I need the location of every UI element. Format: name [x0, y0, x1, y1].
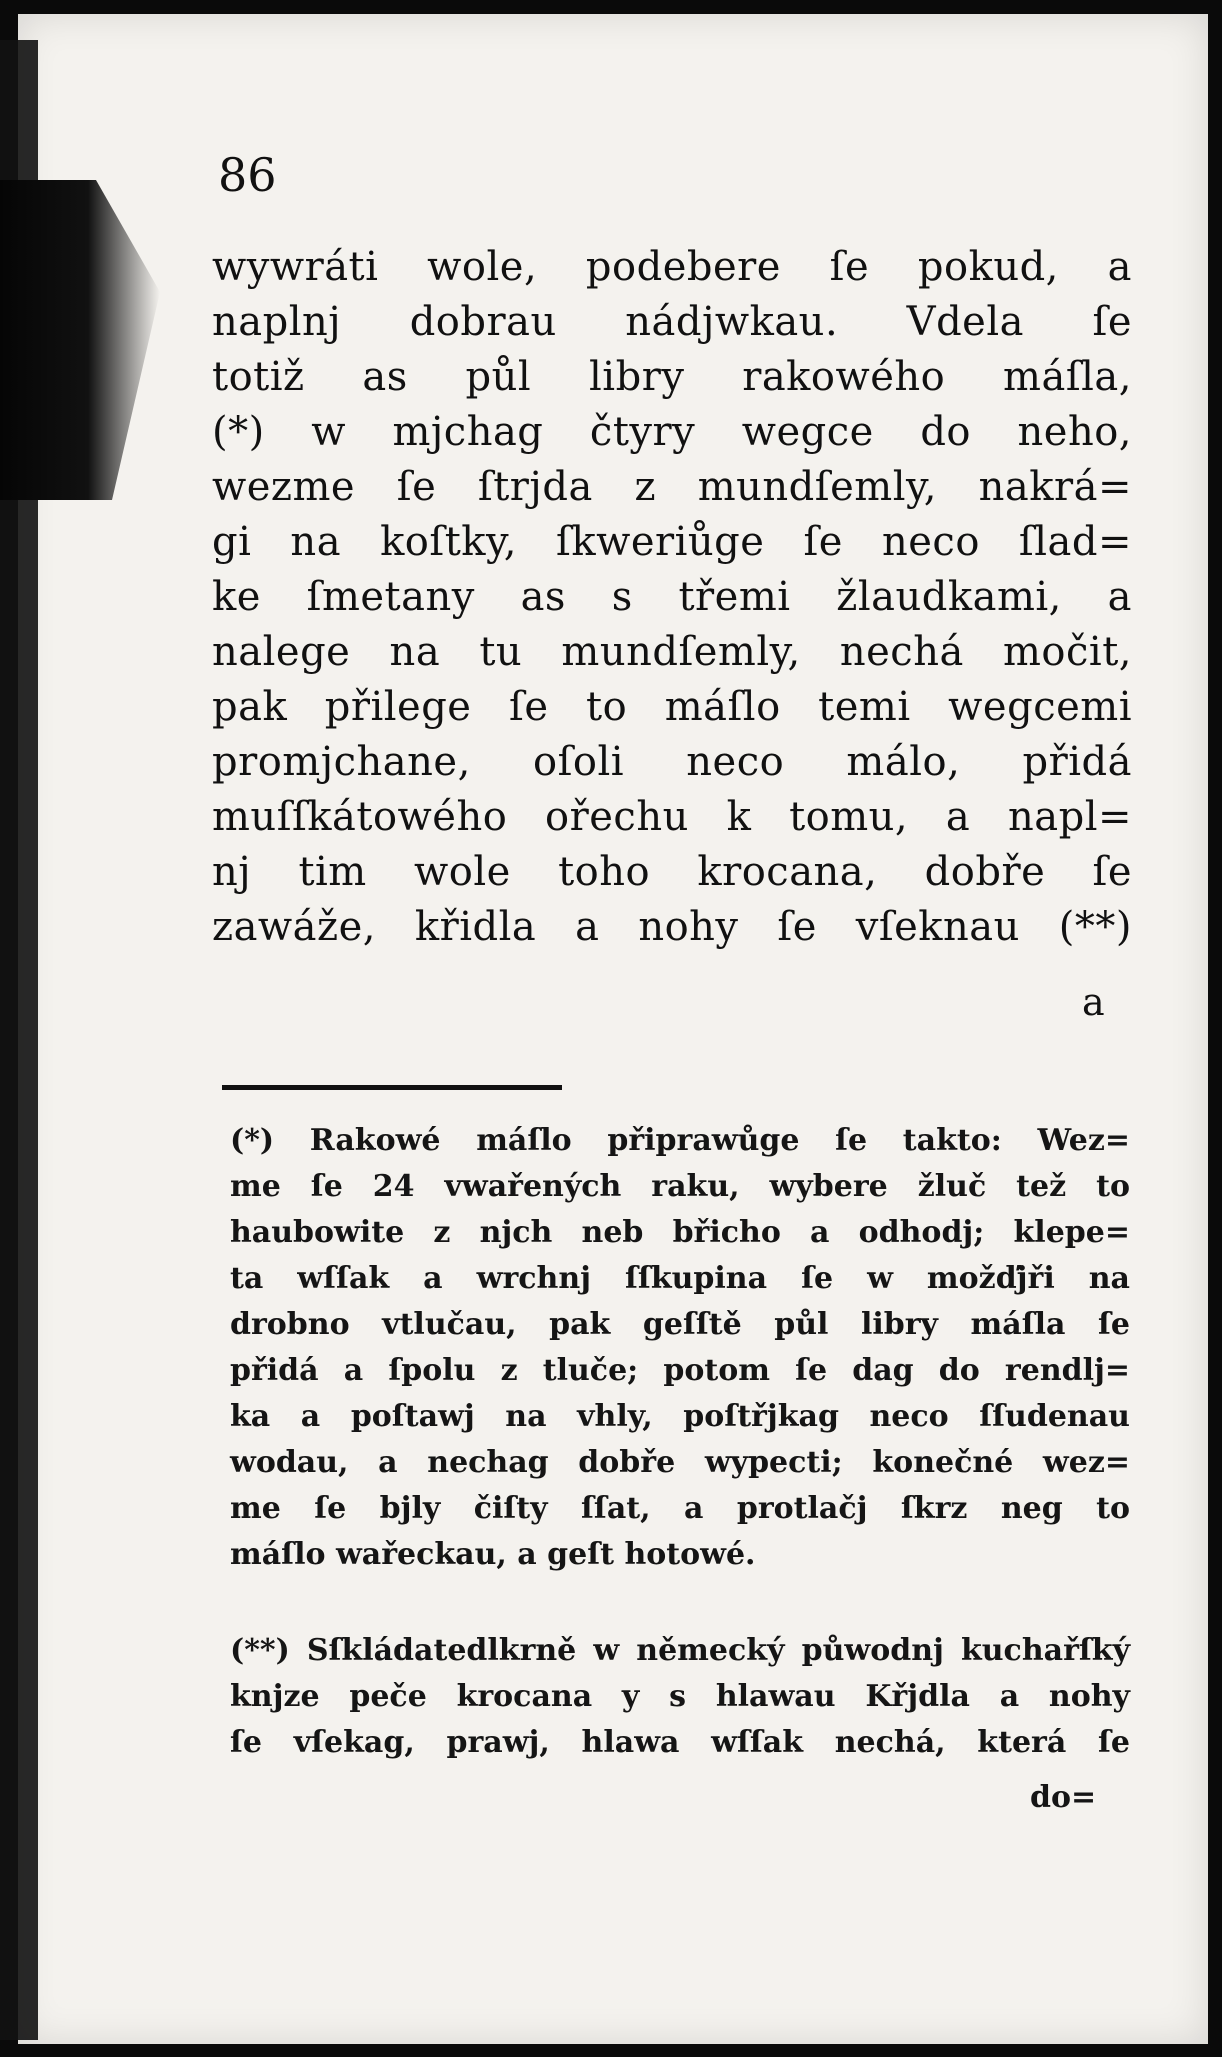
footnote-line: wodau, a nechag dobře wypecti; konečné wez=: [230, 1445, 1130, 1480]
text-line: nj tim wole toho krocana, dobře ſe: [212, 849, 1132, 895]
text-line: ke ſmetany as s třemi žlaudkami, a: [212, 574, 1132, 620]
text-line: nalege na tu mundſemly, nechá močit,: [212, 629, 1132, 675]
main-text-block: [212, 240, 1132, 955]
text-line: wywráti wole, podebere ſe pokud, a: [212, 244, 1132, 290]
footnote-line: knjze peče krocana y s hlawau Křjdla a nohy: [230, 1679, 1130, 1714]
footnote-line: máſlo wařeckau, a geſt hotowé.: [230, 1537, 756, 1572]
footnote-line: drobno vtlučau, pak geſſtě půl libry máſla ſe: [230, 1307, 1130, 1342]
footnote-line: ſe vſekag, prawj, hlawa wſſak nechá, která ſe: [230, 1725, 1130, 1760]
text-line: muſſkátowého ořechu k tomu, a napl=: [212, 794, 1132, 840]
text-line: totiž as půl libry rakowého máſla,: [212, 354, 1132, 400]
footnote-separator-rule: [222, 1085, 562, 1090]
footnote-2: [230, 1628, 1130, 1766]
footnote-line: ta wſſak a wrchnj ſſkupina ſe w možďjři na: [230, 1261, 1130, 1296]
text-line: naplnj dobrau nádjwkau. Vdela ſe: [212, 299, 1132, 345]
footnote-line: (*) Rakowé máſlo připrawůge ſe takto: Wez=: [230, 1123, 1130, 1158]
text-line: pak přilege ſe to máſlo temi wegcemi: [212, 684, 1132, 730]
text-line: promjchane, oſoli neco málo, přidá: [212, 739, 1132, 785]
footnote-line: (**) Sſkládatedlkrně w německý půwodnj kuchařſký: [230, 1633, 1130, 1668]
catchword: a: [1082, 980, 1105, 1024]
footnote-1: [230, 1118, 1130, 1578]
footnote-catchword: do=: [1030, 1780, 1097, 1815]
footnote-line: haubowite z njch neb břicho a odhodj; klepe=: [230, 1215, 1130, 1250]
text-line: wezme ſe ſtrjda z mundſemly, nakrá=: [212, 464, 1132, 510]
footnote-line: me ſe bjly čiſty ſſat, a protlačj ſkrz neg to: [230, 1491, 1130, 1526]
footnote-line: přidá a ſpolu z tluče; potom ſe dag do rendlj=: [230, 1353, 1130, 1388]
text-line: (*) w mjchag čtyry wegce do neho,: [212, 409, 1132, 455]
text-line: zawáže, křidla a nohy ſe vſeknau (**): [212, 904, 1132, 950]
text-line: gi na koſtky, ſkweriůge ſe neco ſlad=: [212, 519, 1132, 565]
page-number: 86: [218, 148, 277, 202]
footnote-line: ka a poſtawj na vhly, poſtřjkag neco ſſudenau: [230, 1399, 1130, 1434]
footnote-line: me ſe 24 vwařených raku, wybere žluč tež to: [230, 1169, 1130, 1204]
